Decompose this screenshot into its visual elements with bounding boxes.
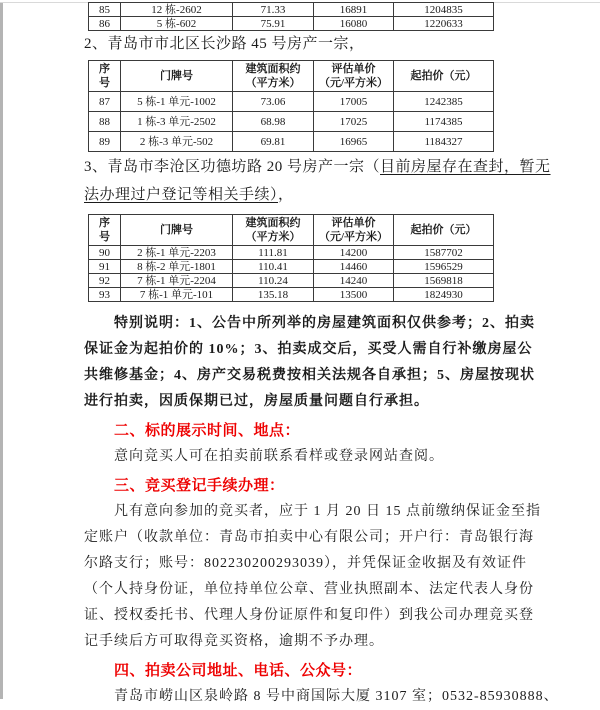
- cell-door: 7 栋-1 单元-101: [121, 288, 233, 302]
- cell-area: 135.18: [233, 288, 314, 302]
- cell-seq: 91: [89, 260, 121, 274]
- cell-seq: 89: [89, 132, 121, 152]
- cell-start-price: 1204835: [394, 3, 494, 17]
- table-row: [89, 112, 494, 132]
- cell-area: 75.91: [233, 17, 314, 31]
- header-unit-price: 评估单价 （元/平方米）: [314, 215, 394, 246]
- section-heading-display: 二、标的展示时间、地点：: [114, 423, 301, 439]
- registration-line: （个人持身份证，单位持单位公章、营业执照副本、法定代表人身份: [84, 582, 534, 597]
- registration-line: 定账户（收款单位：青岛市拍卖中心有限公司；开户行：青岛银行海: [84, 530, 534, 545]
- section-heading-company: 四、拍卖公司地址、电话、公众号：: [114, 663, 363, 679]
- cell-area: 69.81: [233, 132, 314, 152]
- header-area: 建筑面积约 （平方米）: [233, 215, 314, 246]
- registration-paragraph: [84, 499, 541, 655]
- cell-unit-price: 16080: [314, 17, 394, 31]
- cell-start-price: 1174385: [394, 112, 494, 132]
- table-row: [89, 274, 494, 288]
- table-row: [89, 3, 494, 17]
- header-unit-price: 评估单价 （元/平方米）: [314, 61, 394, 92]
- special-notes-line: 特别说明：1、公告中所列举的房屋建筑面积仅供参考；2、拍卖: [114, 316, 535, 331]
- cell-start-price: 1184327: [394, 132, 494, 152]
- auction-table-2: [88, 60, 494, 152]
- seizure-note-underline: 法办理过户登记等相关手续）: [84, 187, 279, 203]
- cell-door: 5 栋-602: [121, 17, 233, 31]
- table-row: [89, 288, 494, 302]
- section-heading-registration: 三、竞买登记手续办理：: [114, 478, 285, 494]
- cell-area: 110.41: [233, 260, 314, 274]
- registration-line: 记手续后方可取得竞买资格，逾期不予办理。: [84, 634, 384, 649]
- cell-start-price: 1587702: [394, 246, 494, 260]
- special-notes-line: 共维修基金；4、房产交易税费按相关法规各自承担；5、房屋按现状: [84, 368, 535, 383]
- header-seq: 序 号: [89, 61, 121, 92]
- cell-unit-price: 17025: [314, 112, 394, 132]
- cell-seq: 86: [89, 17, 121, 31]
- cell-seq: 90: [89, 246, 121, 260]
- company-address-line: 青岛市崂山区泉岭路 8 号中商国际大厦 3107 室；0532-85930888、: [114, 689, 559, 704]
- cell-area: 68.98: [233, 112, 314, 132]
- cell-area: 73.06: [233, 92, 314, 112]
- header-door: 门牌号: [121, 61, 233, 92]
- table-row: [89, 92, 494, 112]
- cell-door: 2 栋-1 单元-2203: [121, 246, 233, 260]
- cell-unit-price: 14240: [314, 274, 394, 288]
- cell-start-price: 1824930: [394, 288, 494, 302]
- header-area: 建筑面积约 （平方米）: [233, 61, 314, 92]
- cell-unit-price: 16891: [314, 3, 394, 17]
- cell-unit-price: 17005: [314, 92, 394, 112]
- cell-start-price: 1596529: [394, 260, 494, 274]
- special-notes-line: 保证金为起拍价的 10%；3、拍卖成交后，买受人需自行补缴房屋公: [84, 342, 533, 357]
- cell-start-price: 1220633: [394, 17, 494, 31]
- table-row: [89, 132, 494, 152]
- auction-table-3: [88, 214, 494, 302]
- cell-area: 111.81: [233, 246, 314, 260]
- table-header-row: [89, 61, 494, 92]
- special-notes-paragraph: [84, 311, 535, 415]
- section3-property-title: 3、青岛市李沧区功德坊路 20 号房产一宗（目前房屋存在查封，暂无: [84, 159, 551, 175]
- display-body-line: 意向竞买人可在拍卖前联系看样或登录网站查阅。: [114, 449, 444, 464]
- header-start-price: 起拍价（元）: [394, 215, 494, 246]
- cell-start-price: 1569818: [394, 274, 494, 288]
- header-door: 门牌号: [121, 215, 233, 246]
- cell-area: 110.24: [233, 274, 314, 288]
- cell-seq: 85: [89, 3, 121, 17]
- auction-document-page: [0, 2, 600, 710]
- table-row: [89, 260, 494, 274]
- cell-unit-price: 14200: [314, 246, 394, 260]
- cell-unit-price: 16965: [314, 132, 394, 152]
- cell-unit-price: 14460: [314, 260, 394, 274]
- table-row: [89, 246, 494, 260]
- header-start-price: 起拍价（元）: [394, 61, 494, 92]
- cell-unit-price: 13500: [314, 288, 394, 302]
- registration-line: 凡有意向参加的竞买者，应于 1 月 20 日 15 点前缴纳保证金至指: [114, 504, 541, 519]
- table-row: [89, 17, 494, 31]
- registration-line: 尔路支行；账号：802230200293039），并凭保证金收据及有效证件: [84, 556, 527, 571]
- cell-door: 8 栋-2 单元-1801: [121, 260, 233, 274]
- cell-seq: 88: [89, 112, 121, 132]
- cell-seq: 87: [89, 92, 121, 112]
- registration-line: 证、授权委托书、代理人身份证原件和复印件）到我公司办理竞买登: [84, 608, 534, 623]
- cell-door: 7 栋-1 单元-2204: [121, 274, 233, 288]
- table-header-row: [89, 215, 494, 246]
- section3-property-title-line2: 法办理过户登记等相关手续），: [84, 187, 294, 203]
- header-seq: 序 号: [89, 215, 121, 246]
- cell-area: 71.33: [233, 3, 314, 17]
- cell-seq: 93: [89, 288, 121, 302]
- cell-door: 2 栋-3 单元-502: [121, 132, 233, 152]
- cell-door: 1 栋-3 单元-2502: [121, 112, 233, 132]
- cell-start-price: 1242385: [394, 92, 494, 112]
- cell-door: 5 栋-1 单元-1002: [121, 92, 233, 112]
- section2-property-title: 2、青岛市市北区长沙路 45 号房产一宗，: [84, 36, 365, 52]
- auction-table-1: [88, 2, 494, 31]
- special-notes-line: 进行拍卖，因质保期已过，房屋质量问题自行承担。: [84, 394, 429, 409]
- cell-seq: 92: [89, 274, 121, 288]
- seizure-note-underline: 目前房屋存在查封，暂无: [380, 159, 551, 175]
- cell-door: 12 栋-2602: [121, 3, 233, 17]
